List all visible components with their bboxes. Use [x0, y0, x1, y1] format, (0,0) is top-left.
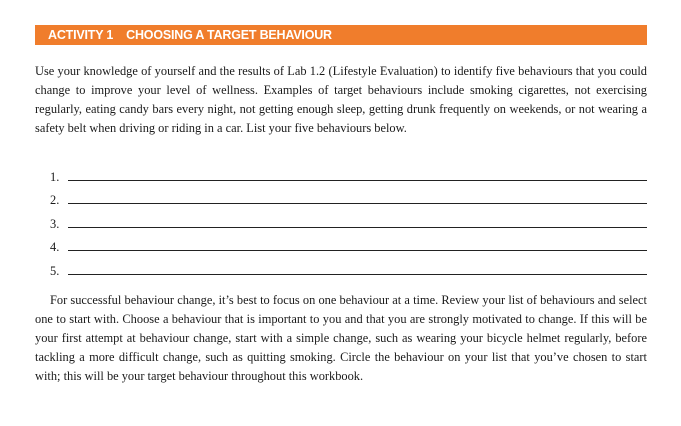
- list-item: [50, 160, 647, 184]
- list-item: [50, 207, 647, 231]
- list-item: [50, 231, 647, 255]
- behaviour-blank-line-4[interactable]: [68, 238, 647, 251]
- intro-paragraph: Use your knowledge of yourself and the results of Lab 1.2 (Lifestyle Evaluation) to identify five behaviours that you could change to improve your level of wellness. Examples of target behaviours include smoking cigarettes, not exercising regularly, eating candy bars every night, not getting enough sleep, getting drunk frequently on weekends, or not wearing a safety belt when driving or riding in a car. List your five behaviours below.: [35, 64, 647, 135]
- behaviour-list: [50, 160, 647, 278]
- activity-header: [35, 25, 647, 45]
- list-number: 2.: [50, 193, 60, 207]
- list-number: 4.: [50, 240, 60, 254]
- closing-paragraph: For successful behaviour change, it’s best to focus on one behaviour at a time. Review your list of behaviours and select one to start with. Choose a behaviour that is important to you and that you are strongly motivated to change. If this will be your first attempt at behaviour change, start with a simple change, such as wearing your bicycle helmet regularly, before tackling a more difficult change, such as quitting smoking. Circle the behaviour on your list that you’ve chosen to start with; this will be your target behaviour throughout this workbook.: [35, 293, 647, 383]
- list-item: [50, 254, 647, 278]
- list-item: [50, 184, 647, 208]
- behaviour-blank-line-1[interactable]: [68, 168, 647, 181]
- list-number: 1.: [50, 169, 60, 184]
- behaviour-blank-line-5[interactable]: [68, 262, 647, 275]
- list-number: 5.: [50, 263, 60, 278]
- activity-label: ACTIVITY 1: [48, 28, 114, 42]
- behaviour-blank-line-3[interactable]: [68, 215, 647, 228]
- activity-title: CHOOSING A TARGET BEHAVIOUR: [126, 28, 332, 42]
- list-number: 3.: [50, 216, 60, 231]
- behaviour-blank-line-2[interactable]: [68, 191, 647, 204]
